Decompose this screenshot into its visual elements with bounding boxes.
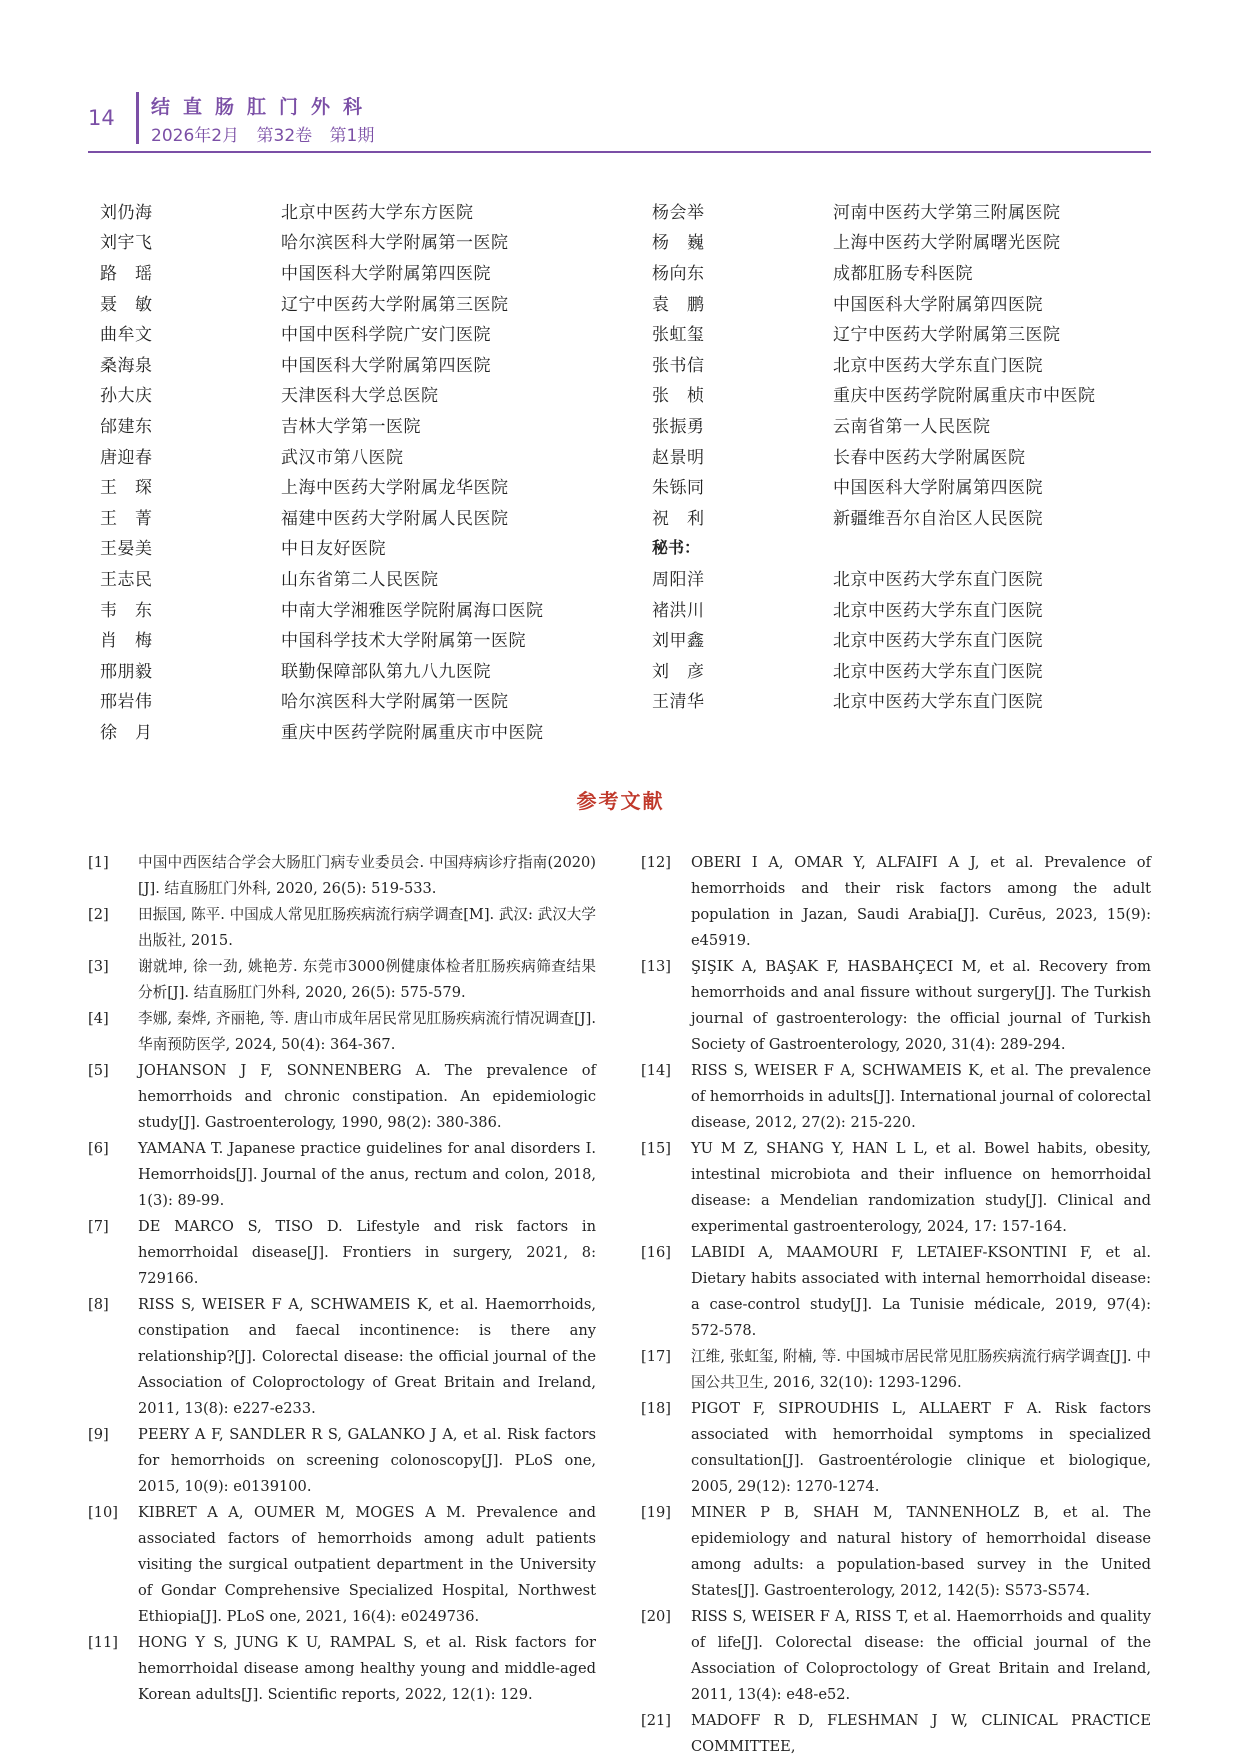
member-row — [652, 685, 1096, 716]
member-name: 朱铄同 — [652, 478, 705, 499]
member-institution: 中南大学湘雅医学院附属海口医院 — [281, 600, 544, 621]
member-institution: 武汉市第八医院 — [281, 447, 404, 468]
member-name: 张虹玺 — [652, 325, 705, 346]
member-name: 刘宇飞 — [100, 233, 153, 254]
member-institution: 中国科学技术大学附属第一医院 — [281, 631, 526, 652]
reference-item — [88, 1422, 596, 1500]
reference-text: OBERI I A, OMAR Y, ALFAIFI A J, et al. Prevalence of hemorrhoids and their risk factors among the adult population in Jazan, Saudi Arabia[J]. Curēus, 2023, 15(9): e45919. — [691, 854, 1151, 949]
member-row — [100, 593, 544, 624]
member-row — [652, 470, 1096, 501]
member-institution: 北京中医药大学东直门医院 — [833, 692, 1043, 713]
reference-item — [88, 1500, 596, 1630]
member-institution: 福建中医药大学附属人民医院 — [281, 508, 509, 529]
member-name: 袁 鹏 — [652, 294, 705, 315]
page-number: 14 — [88, 106, 115, 130]
member-name: 徐 月 — [100, 722, 153, 743]
member-name: 唐迎春 — [100, 447, 153, 468]
reference-text: RISS S, WEISER F A, SCHWAMEIS K, et al. Haemorrhoids, constipation and faecal incontinence: is there any relationship?[J]. Colorectal disease: the official journal of the Association of Coloproctology of Great Britain and Ireland, 2011, 13(8): e227-e233. — [138, 1296, 596, 1417]
reference-number: [9] — [88, 1426, 109, 1443]
reference-item — [641, 1604, 1151, 1708]
issue-date: 2026年2月 — [151, 126, 240, 146]
member-institution: 北京中医药大学东方医院 — [281, 202, 474, 223]
reference-number: [8] — [88, 1296, 109, 1313]
member-institution: 北京中医药大学东直门医院 — [833, 569, 1043, 590]
reference-item — [88, 1058, 596, 1136]
member-row — [652, 409, 1096, 440]
member-row — [100, 532, 544, 563]
reference-text: JOHANSON J F, SONNENBERG A. The prevalence of hemorrhoids and chronic constipation. An epidemiologic study[J]. Gastroenterology, 1990, 98(2): 380-386. — [138, 1062, 596, 1131]
reference-text: KIBRET A A, OUMER M, MOGES A M. Prevalence and associated factors of hemorrhoids among adult patients visiting the surgical outpatient department in the University of Gondar Comprehensive Specialized Hospital, Northwest Ethiopia[J]. PLoS one, 2021, 16(4): e0249736. — [138, 1504, 596, 1625]
member-name: 刘仍海 — [100, 202, 153, 223]
reference-text: MADOFF R D, FLESHMAN J W, CLINICAL PRACTICE COMMITTEE, — [691, 1712, 1151, 1755]
member-institution: 中国医科大学附属第四医院 — [281, 355, 491, 376]
reference-text: 江维, 张虹玺, 附楠, 等. 中国城市居民常见肛肠疾病流行病学调查[J]. 中国公共卫生, 2016, 32(10): 1293-1296. — [691, 1348, 1151, 1391]
header-rule — [88, 151, 1151, 153]
reference-number: [11] — [88, 1634, 118, 1651]
reference-number: [21] — [641, 1712, 671, 1729]
reference-number: [18] — [641, 1400, 671, 1417]
member-row — [100, 685, 544, 716]
member-institution: 中国医科大学附属第四医院 — [833, 294, 1043, 315]
member-name: 桑海泉 — [100, 355, 153, 376]
header-divider-bar — [136, 92, 139, 144]
reference-number: [1] — [88, 854, 109, 871]
reference-number: [3] — [88, 958, 109, 975]
reference-item — [88, 1630, 596, 1708]
member-row — [100, 317, 544, 348]
member-row — [652, 593, 1096, 624]
member-column-left — [100, 195, 544, 746]
member-institution: 上海中医药大学附属龙华医院 — [281, 478, 509, 499]
member-institution: 辽宁中医药大学附属第三医院 — [833, 325, 1061, 346]
reference-number: [19] — [641, 1504, 671, 1521]
member-institution: 中日友好医院 — [281, 539, 386, 560]
member-institution: 吉林大学第一医院 — [281, 416, 421, 437]
member-name: 王清华 — [652, 692, 705, 713]
member-name: 邰建东 — [100, 416, 153, 437]
member-name: 杨 巍 — [652, 233, 705, 254]
member-institution: 重庆中医药学院附属重庆市中医院 — [281, 722, 544, 743]
reference-item — [641, 1136, 1151, 1240]
member-row — [652, 226, 1096, 257]
member-name: 王志民 — [100, 569, 153, 590]
reference-item — [641, 1240, 1151, 1344]
reference-text: HONG Y S, JUNG K U, RAMPAL S, et al. Risk factors for hemorrhoidal disease among healthy young and middle-aged Korean adults[J]. Scientific reports, 2022, 12(1): 129. — [138, 1634, 596, 1703]
member-row — [100, 226, 544, 257]
member-name: 刘 彦 — [652, 661, 705, 682]
member-name: 肖 梅 — [100, 631, 153, 652]
member-name: 王 菁 — [100, 508, 153, 529]
member-row — [652, 379, 1096, 410]
reference-item — [88, 1136, 596, 1214]
reference-text: ŞIŞIK A, BAŞAK F, HASBAHÇECI M, et al. Recovery from hemorrhoids and anal fissure without surgery[J]. The Turkish journal of gastroenterology: the official journal of Turkish Society of Gastroenterology, 2020, 31(4): 289-294. — [691, 958, 1151, 1053]
member-institution: 中国医科大学附属第四医院 — [833, 478, 1043, 499]
reference-text: RISS S, WEISER F A, SCHWAMEIS K, et al. The prevalence of hemorrhoids in adults[J]. International journal of colorectal disease, 2012, 27(2): 215-220. — [691, 1062, 1151, 1131]
member-name: 周阳洋 — [652, 569, 705, 590]
member-name: 王晏美 — [100, 539, 153, 560]
reference-item — [88, 850, 596, 902]
reference-number: [14] — [641, 1062, 671, 1079]
member-row — [100, 715, 544, 746]
reference-item — [641, 1500, 1151, 1604]
member-row — [100, 409, 544, 440]
member-institution: 北京中医药大学东直门医院 — [833, 661, 1043, 682]
member-row — [652, 562, 1096, 593]
member-name: 祝 利 — [652, 508, 705, 529]
member-row — [100, 470, 544, 501]
member-name: 刘甲鑫 — [652, 631, 705, 652]
member-row — [100, 256, 544, 287]
reference-number: [2] — [88, 906, 109, 923]
reference-text: 谢就坤, 徐一劲, 姚艳芳. 东莞市3000例健康体检者肛肠疾病筛查结果分析[J]. 结直肠肛门外科, 2020, 26(5): 575-579. — [138, 958, 596, 1001]
reference-text: DE MARCO S, TISO D. Lifestyle and risk factors in hemorrhoidal disease[J]. Frontiers in surgery, 2021, 8: 729166. — [138, 1218, 596, 1287]
reference-text: YAMANA T. Japanese practice guidelines for anal disorders I. Hemorrhoids[J]. Journal of the anus, rectum and colon, 2018, 1(3): 89-99. — [138, 1140, 596, 1209]
member-row — [652, 440, 1096, 471]
reference-item — [641, 1708, 1151, 1760]
reference-number: [7] — [88, 1218, 109, 1235]
member-row — [652, 195, 1096, 226]
reference-text: PIGOT F, SIPROUDHIS L, ALLAERT F A. Risk factors associated with hemorrhoidal symptoms in specialized consultation[J]. Gastroentérologie clinique et biologique, 2005, 29(12): 1270-1274. — [691, 1400, 1151, 1495]
reference-text: RISS S, WEISER F A, RISS T, et al. Haemorrhoids and quality of life[J]. Colorectal disease: the official journal of the Association of Coloproctology of Great Britain and Ireland, 2011, 13(4): e48-e52. — [691, 1608, 1151, 1703]
member-institution: 联勤保障部队第九八九医院 — [281, 661, 491, 682]
member-name: 邢朋毅 — [100, 661, 153, 682]
issue-volume: 第32卷 — [256, 126, 313, 146]
member-row — [100, 562, 544, 593]
member-row — [100, 440, 544, 471]
member-institution: 上海中医药大学附属曙光医院 — [833, 233, 1061, 254]
reference-text: LABIDI A, MAAMOURI F, LETAIEF-KSONTINI F, et al. Dietary habits associated with internal hemorrhoidal disease: a case-control study[J]. La Tunisie médicale, 2019, 97(4): 572-578. — [691, 1244, 1151, 1339]
issue-info — [151, 121, 386, 146]
member-row — [100, 379, 544, 410]
secretary-heading: 秘书： — [652, 538, 701, 558]
reference-item — [88, 1214, 596, 1292]
member-name: 张振勇 — [652, 416, 705, 437]
member-name: 路 瑶 — [100, 263, 153, 284]
reference-text: 田振国, 陈平. 中国成人常见肛肠疾病流行病学调查[M]. 武汉: 武汉大学出版社, 2015. — [138, 906, 596, 949]
reference-text: 李娜, 秦烨, 齐丽艳, 等. 唐山市成年居民常见肛肠疾病流行情况调查[J]. 华南预防医学, 2024, 50(4): 364-367. — [138, 1010, 596, 1053]
reference-item — [641, 850, 1151, 954]
member-name: 孙大庆 — [100, 386, 153, 407]
member-institution: 北京中医药大学东直门医院 — [833, 355, 1043, 376]
page-header — [0, 0, 1241, 160]
member-row — [100, 654, 544, 685]
member-column-right — [652, 195, 1096, 715]
member-row — [100, 623, 544, 654]
member-name: 张 桢 — [652, 386, 705, 407]
member-institution: 北京中医药大学东直门医院 — [833, 600, 1043, 621]
reference-number: [13] — [641, 958, 671, 975]
issue-number: 第1期 — [329, 126, 375, 146]
member-name: 杨向东 — [652, 263, 705, 284]
member-name: 王 琛 — [100, 478, 153, 499]
reference-item — [88, 954, 596, 1006]
member-institution: 哈尔滨医科大学附属第一医院 — [281, 692, 509, 713]
reference-text: YU M Z, SHANG Y, HAN L L, et al. Bowel habits, obesity, intestinal microbiota and their influence on hemorrhoidal disease: a Mendelian randomization study[J]. Clinical and experimental gastroenterology, 2024, 17: 157-164. — [691, 1140, 1151, 1235]
reference-number: [5] — [88, 1062, 109, 1079]
reference-text: PEERY A F, SANDLER R S, GALANKO J A, et al. Risk factors for hemorrhoids on screening colonoscopy[J]. PLoS one, 2015, 10(9): e0139100. — [138, 1426, 596, 1495]
reference-number: [6] — [88, 1140, 109, 1157]
reference-number: [16] — [641, 1244, 671, 1261]
member-institution: 新疆维吾尔自治区人民医院 — [833, 508, 1043, 529]
reference-number: [15] — [641, 1140, 671, 1157]
member-institution: 中国医科大学附属第四医院 — [281, 263, 491, 284]
member-row — [652, 348, 1096, 379]
member-name: 聂 敏 — [100, 294, 153, 315]
member-row — [100, 287, 544, 318]
member-name: 邢岩伟 — [100, 692, 153, 713]
reference-item — [88, 1006, 596, 1058]
reference-item — [641, 1396, 1151, 1500]
member-institution: 北京中医药大学东直门医院 — [833, 631, 1043, 652]
reference-item — [641, 954, 1151, 1058]
reference-column-right — [641, 850, 1151, 1760]
member-institution: 云南省第一人民医院 — [833, 416, 991, 437]
member-row — [652, 287, 1096, 318]
reference-number: [10] — [88, 1504, 118, 1521]
reference-text: 中国中西医结合学会大肠肛门病专业委员会. 中国痔病诊疗指南(2020)[J]. 结直肠肛门外科, 2020, 26(5): 519-533. — [138, 854, 596, 897]
member-row — [652, 317, 1096, 348]
member-name: 褚洪川 — [652, 600, 705, 621]
reference-item — [641, 1058, 1151, 1136]
references-title: 参考文献 — [576, 789, 665, 813]
member-name: 赵景明 — [652, 447, 705, 468]
member-row — [652, 623, 1096, 654]
member-institution: 中国中医科学院广安门医院 — [281, 325, 491, 346]
reference-item — [88, 1292, 596, 1422]
member-name: 韦 东 — [100, 600, 153, 621]
member-institution: 长春中医药大学附属医院 — [833, 447, 1026, 468]
reference-number: [17] — [641, 1348, 671, 1365]
member-institution: 辽宁中医药大学附属第三医院 — [281, 294, 509, 315]
member-institution: 成都肛肠专科医院 — [833, 263, 973, 284]
member-name: 张书信 — [652, 355, 705, 376]
journal-title: 结直肠肛门外科 — [151, 96, 376, 118]
member-row — [652, 501, 1096, 532]
reference-text: MINER P B, SHAH M, TANNENHOLZ B, et al. The epidemiology and natural history of hemorrhoidal disease among adults: a population-based survey in the United States[J]. Gastroenterology, 2012, 142(5): S573-S574. — [691, 1504, 1151, 1599]
member-row — [652, 256, 1096, 287]
member-row — [100, 348, 544, 379]
member-row — [652, 654, 1096, 685]
reference-item — [641, 1344, 1151, 1396]
reference-column-left — [88, 850, 596, 1708]
member-row — [100, 195, 544, 226]
member-institution: 哈尔滨医科大学附属第一医院 — [281, 233, 509, 254]
member-institution: 重庆中医药学院附属重庆市中医院 — [833, 386, 1096, 407]
reference-number: [20] — [641, 1608, 671, 1625]
reference-item — [88, 902, 596, 954]
member-institution: 山东省第二人民医院 — [281, 569, 439, 590]
reference-number: [4] — [88, 1010, 109, 1027]
member-institution: 天津医科大学总医院 — [281, 386, 439, 407]
reference-number: [12] — [641, 854, 671, 871]
member-row — [100, 501, 544, 532]
member-name: 杨会举 — [652, 202, 705, 223]
member-name: 曲牟文 — [100, 325, 153, 346]
member-institution: 河南中医药大学第三附属医院 — [833, 202, 1061, 223]
